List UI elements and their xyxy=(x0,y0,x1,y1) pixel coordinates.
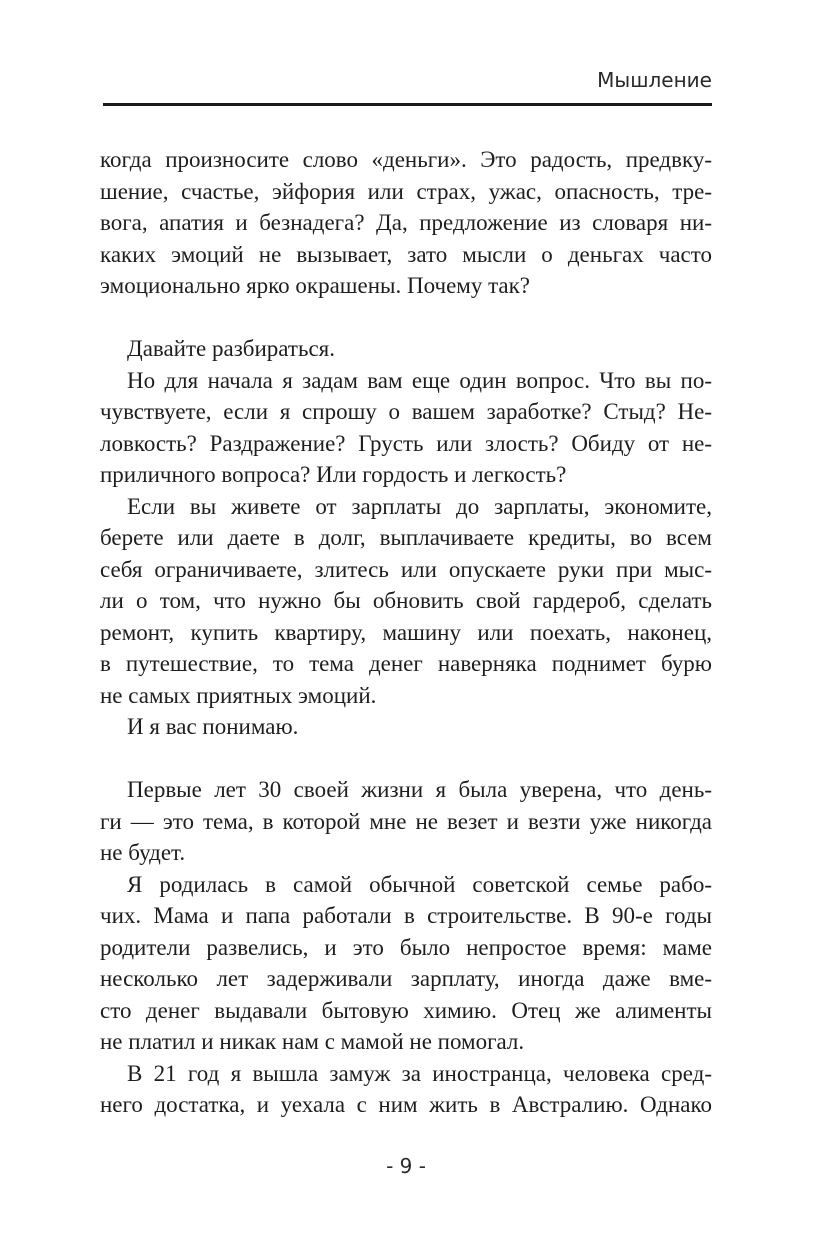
text-line: себя ограничиваете, злитесь или опускаете руки при мыс- xyxy=(100,556,712,582)
text-line: И я вас понимаю. xyxy=(127,714,299,739)
text-line: ремонт, купить квартиру, машину или поехать, наконец, xyxy=(100,619,712,645)
paragraph xyxy=(100,1058,712,1121)
text-line: приличного вопроса? Или гордость и легкость? xyxy=(100,462,567,487)
page-body xyxy=(100,144,712,1121)
text-line: в путешествие, то тема денег наверняка поднимет бурю xyxy=(100,651,712,676)
text-line: чувствуете, если я спрошу о вашем заработке? Стыд? Не- xyxy=(100,399,712,424)
text-line: ловкость? Раздражение? Грусть или злость? Обиду от не- xyxy=(100,430,712,456)
text-line: сто денег выдавали бытовую химию. Отец же алименты xyxy=(100,997,712,1023)
text-line: чих. Мама и папа работали в строительстве. В 90-е годы xyxy=(100,903,712,928)
paragraph xyxy=(100,774,712,869)
page-number: - 9 - xyxy=(386,1154,426,1178)
text-line: берете или даете в долг, выплачиваете кредиты, во всем xyxy=(100,525,712,550)
text-line: В 21 год я вышла замуж за иностранца, человека сред- xyxy=(127,1060,712,1086)
text-line: Но для начала я задам вам еще один вопрос. Что вы по- xyxy=(127,367,712,393)
paragraph xyxy=(100,491,712,712)
header-rule xyxy=(103,103,712,106)
text-line: несколько лет задерживали зарплату, иногда даже вме- xyxy=(100,966,712,991)
text-line: родители развелись, и это было непростое время: маме xyxy=(100,934,712,960)
text-line: вога, апатия и безнадега? Да, предложение из словаря ни- xyxy=(100,210,712,235)
text-line: ли о том, что нужно бы обновить свой гардероб, сделать xyxy=(100,588,712,613)
paragraph xyxy=(100,144,712,302)
paragraph-spacer xyxy=(100,302,712,334)
text-line: шение, счастье, эйфория или страх, ужас, опасность, тре- xyxy=(100,178,712,204)
paragraph xyxy=(100,333,712,365)
text-line: него достатка, и уехала с ним жить в Австралию. Однако xyxy=(100,1092,712,1117)
text-line: Если вы живете от зарплаты до зарплаты, экономите, xyxy=(127,493,712,519)
text-line: Первые лет 30 своей жизни я была уверена, что день- xyxy=(127,777,712,802)
paragraph xyxy=(100,365,712,491)
text-line: каких эмоций не вызывает, зато мысли о деньгах часто xyxy=(100,241,712,267)
running-header-title: Мышление xyxy=(597,68,712,92)
text-line: ги — это тема, в которой мне не везет и везти уже никогда xyxy=(100,808,712,834)
paragraph xyxy=(100,711,712,743)
text-line: не самых приятных эмоций. xyxy=(100,682,377,708)
paragraph xyxy=(100,869,712,1058)
text-line: эмоционально ярко окрашены. Почему так? xyxy=(100,273,531,298)
text-line: не платил и никак нам с мамой не помогал. xyxy=(100,1029,525,1054)
text-line: Давайте разбираться. xyxy=(127,336,335,361)
text-line: Я родилась в самой обычной советской семье рабо- xyxy=(127,871,712,897)
paragraph-spacer xyxy=(100,743,712,775)
page-footer xyxy=(100,1153,712,1179)
text-line: когда произносите слово «деньги». Это радость, предвку- xyxy=(100,147,712,172)
text-line: не будет. xyxy=(100,840,186,865)
running-header xyxy=(100,68,712,92)
